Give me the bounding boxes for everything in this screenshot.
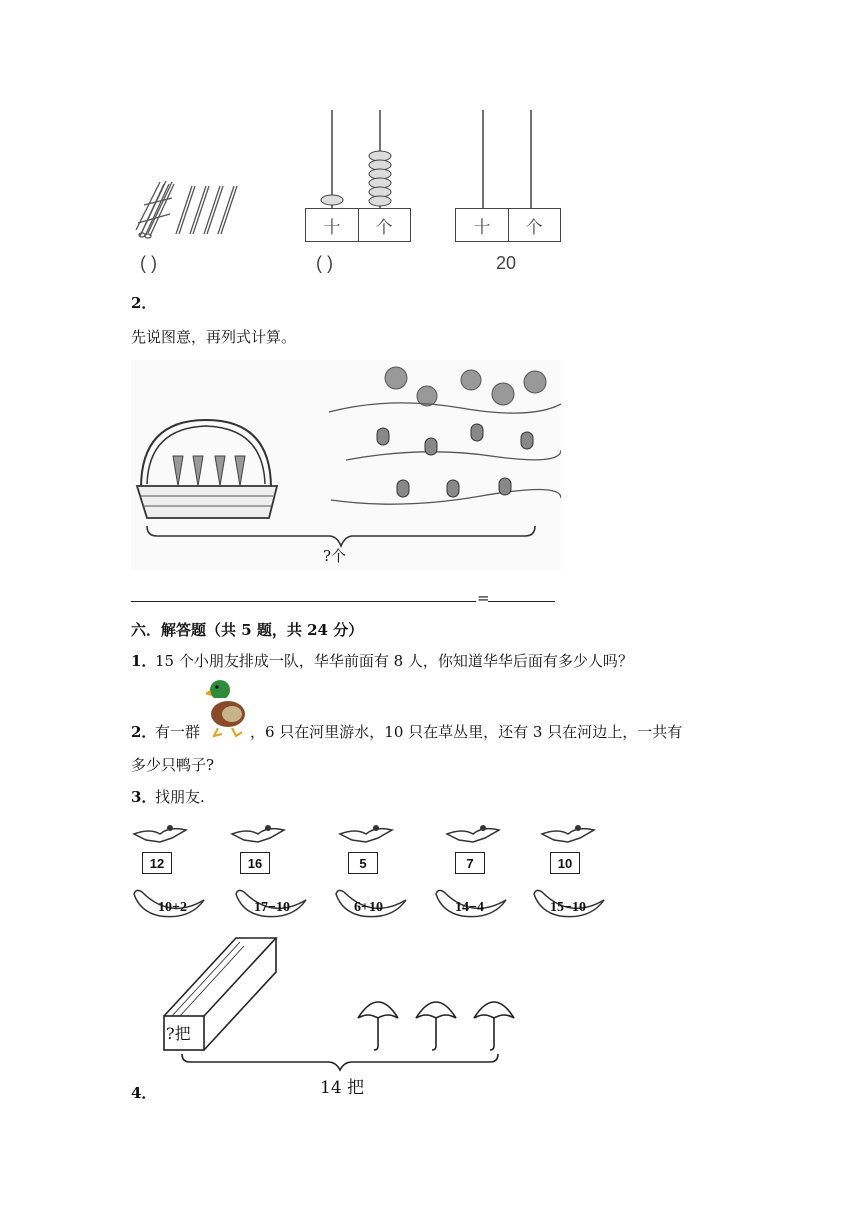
bird-icon: [132, 820, 188, 850]
s6-question-1-number: 1．: [131, 652, 157, 670]
umbrella-box-label: ?把: [166, 1024, 191, 1043]
carrot-basket-image: [131, 360, 561, 570]
bird-icon: [540, 820, 596, 850]
abacus-ones-label: 个: [375, 217, 393, 238]
empty-abacus-value: 20: [496, 253, 517, 273]
s6-question-2-number: 2．: [131, 723, 157, 741]
bird-icon: [445, 820, 501, 850]
s6-question-2-text-a: 有一群: [155, 723, 201, 741]
pea-pod-expression[interactable]: 10+2: [158, 900, 187, 915]
pea-pod-expression[interactable]: 6+10: [354, 900, 383, 915]
equals-sign: =: [477, 589, 490, 607]
s6-question-2-text-c: 多少只鸭子?: [131, 756, 215, 774]
bird-icon: [230, 820, 286, 850]
pea-pod-expression[interactable]: 15−10: [550, 900, 586, 915]
duck-icon: [206, 678, 248, 740]
question-2-number: 2．: [131, 294, 157, 312]
bird-card[interactable]: 10: [550, 852, 580, 874]
s6-question-1-text: 15 个小朋友排成一队，华华前面有 8 人，你知道华华后面有多少人吗？: [155, 652, 633, 670]
abacus-tens-label: 十: [306, 209, 359, 241]
umbrella-box-image: [160, 934, 520, 1074]
bird-icon: [338, 820, 394, 850]
result-answer-line[interactable]: [488, 601, 555, 602]
bird-card[interactable]: 12: [142, 852, 172, 874]
s6-question-4-number: 4．: [131, 1084, 157, 1102]
brace-label: ?个: [323, 547, 347, 565]
s6-question-2-text-b: ，6 只在河里游水，10 只在草丛里，还有 3 只在河边上，一共有: [250, 723, 683, 741]
sticks-bundle-image: [128, 178, 248, 242]
abacus-place-box: [305, 208, 411, 242]
empty-tens-label: 十: [456, 209, 509, 241]
umbrella-total-label: 14 把: [320, 1078, 365, 1098]
pea-pod-expression[interactable]: 17−10: [254, 900, 290, 915]
bird-card[interactable]: 5: [348, 852, 378, 874]
abacus-answer-blank[interactable]: ( ): [316, 253, 333, 273]
sticks-answer-blank[interactable]: ( ): [140, 253, 157, 273]
empty-abacus-place-box: [455, 208, 561, 242]
bird-card[interactable]: 16: [240, 852, 270, 874]
s6-question-3-number: 3．: [131, 788, 157, 806]
abacus-rods-image: [300, 108, 420, 212]
empty-ones-label: 个: [525, 217, 543, 238]
section-6-title: 六．解答题（共 5 题，共 24 分）: [131, 621, 364, 639]
empty-abacus-rods-image: [455, 108, 565, 212]
s6-question-3-text: 找朋友.: [155, 788, 205, 806]
pea-pod-expression[interactable]: 14−4: [455, 900, 484, 915]
bird-card[interactable]: 7: [455, 852, 485, 874]
question-2-instruction: 先说图意，再列式计算。: [131, 328, 297, 346]
equation-answer-line[interactable]: [131, 601, 476, 602]
